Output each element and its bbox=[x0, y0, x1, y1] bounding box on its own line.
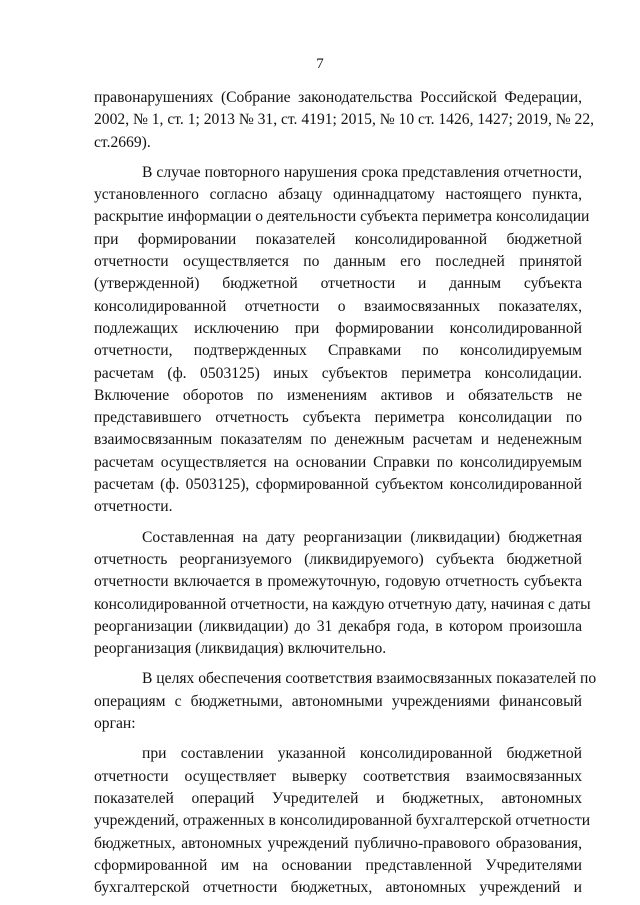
text-line: В случае повторного нарушения срока представления отчетности, bbox=[142, 163, 582, 181]
text-line: при составлении указанной консолидированной бюджетной bbox=[142, 745, 582, 763]
paragraph bbox=[94, 743, 591, 899]
paragraph-gap bbox=[94, 519, 582, 527]
paragraph bbox=[94, 162, 590, 519]
text-line: орган: bbox=[94, 715, 136, 733]
text-line: реорганизации (ликвидации) до 31 декабря года, в котором произошла bbox=[94, 617, 582, 635]
paragraph-gap bbox=[94, 660, 582, 668]
text-line: отчетности, подтвержденных Справками по консолидируемым bbox=[94, 342, 582, 360]
text-line: ст.2669). bbox=[94, 133, 151, 151]
page-number: 7 bbox=[316, 56, 324, 72]
text-line: расчетам осуществляется на основании Справки по консолидируемым bbox=[94, 453, 582, 471]
text-line: учреждений, отраженных в консолидированной бухгалтерской отчетности bbox=[94, 812, 591, 830]
text-line: консолидированной отчетности о взаимосвязанных показателях, bbox=[94, 297, 582, 315]
paragraph bbox=[94, 87, 595, 154]
text-line: 2002, № 1, ст. 1; 2013 № 31, ст. 4191; 2015, № 10 ст. 1426, 1427; 2019, № 22, bbox=[94, 111, 595, 129]
text-line: В целях обеспечения соответствия взаимосвязанных показателей по bbox=[142, 670, 597, 688]
text-line: показателей операций Учредителей и бюджетных, автономных bbox=[94, 789, 582, 807]
paragraph bbox=[94, 668, 597, 735]
text-line: представившего отчетность субъекта периметра консолидации по bbox=[94, 409, 582, 427]
text-line: расчетам (ф. 0503125) иных субъектов периметра консолидации. bbox=[94, 364, 582, 382]
text-line: при формировании показателей консолидированной бюджетной bbox=[94, 230, 582, 248]
paragraph-gap bbox=[94, 154, 582, 162]
document-body bbox=[94, 87, 597, 899]
text-line: реорганизация (ликвидация) включительно. bbox=[94, 640, 387, 658]
text-line: отчетности осуществляется по данным его последней принятой bbox=[94, 253, 582, 271]
text-line: подлежащих исключению при формировании консолидированной bbox=[94, 319, 582, 337]
text-line: (утвержденной) бюджетной отчетности и данным субъекта bbox=[94, 275, 582, 293]
text-line: сформированной им на основании представленной Учредителями bbox=[94, 856, 582, 874]
text-line: расчетам (ф. 0503125), сформированной субъектом консолидированной bbox=[94, 476, 582, 494]
text-line: правонарушениях (Собрание законодательства Российской Федерации, bbox=[94, 89, 582, 106]
paragraph-gap bbox=[94, 735, 582, 743]
text-line: операциям с бюджетными, автономными учреждениями финансовый bbox=[94, 692, 582, 710]
text-line: бюджетных, автономных учреждений публично-правового образования, bbox=[94, 834, 582, 852]
text-line: Составленная на дату реорганизации (ликвидации) бюджетная bbox=[142, 528, 582, 546]
text-line: отчетности. bbox=[94, 498, 173, 516]
text-line: установленного согласно абзацу одиннадцатому настоящего пункта, bbox=[94, 186, 582, 204]
text-line: отчетности включается в промежуточную, годовую отчетность субъекта bbox=[94, 573, 582, 591]
text-line: раскрытие информации о деятельности субъекта периметра консолидации bbox=[94, 208, 590, 226]
text-line: Включение оборотов по изменениям активов и обязательств не bbox=[94, 386, 582, 404]
text-line: взаимосвязанным показателям по денежным расчетам и неденежным bbox=[94, 431, 582, 449]
paragraph bbox=[94, 527, 591, 661]
text-line: отчетность реорганизуемого (ликвидируемого) субъекта бюджетной bbox=[94, 550, 582, 568]
text-line: бухгалтерской отчетности бюджетных, автономных учреждений и bbox=[94, 879, 582, 897]
text-line: консолидированной отчетности, на каждую отчетную дату, начиная с даты bbox=[94, 595, 591, 613]
text-line: отчетности осуществляет выверку соответствия взаимосвязанных bbox=[94, 767, 582, 785]
